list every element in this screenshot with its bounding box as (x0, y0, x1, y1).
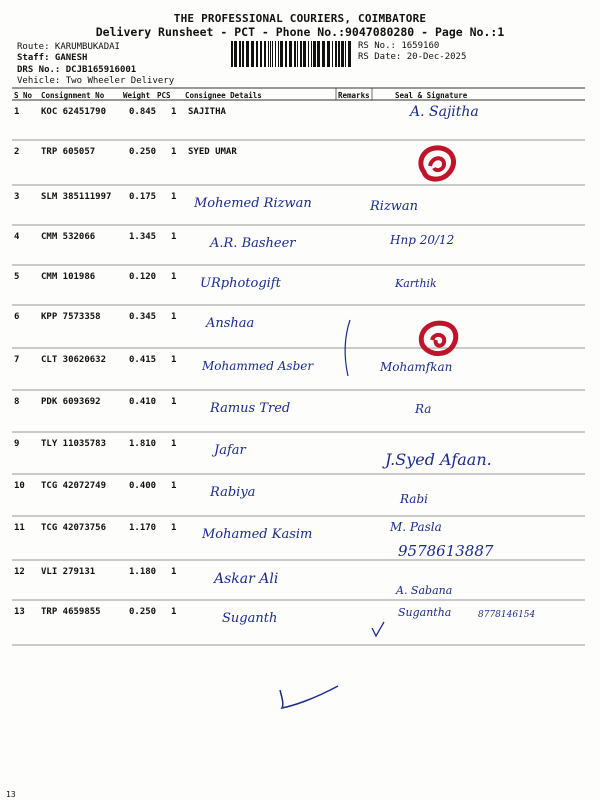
red-seal-stamp (414, 318, 462, 360)
row-serial: 1 (14, 107, 20, 117)
row-consignee-handwritten: Mohemed Rizwan (194, 196, 312, 211)
row-consignment-no: KOC 62451790 (41, 107, 107, 117)
row-consignee-handwritten: Ramus Tred (210, 401, 291, 416)
row-consignment-no: CLT 30620632 (41, 355, 107, 365)
drs-number: DRS No.: DCJB165916001 (17, 65, 137, 75)
row-weight: 0.410 (129, 397, 157, 407)
row-signature: J.Syed Afaan. (385, 450, 492, 469)
row-weight: 0.120 (129, 272, 157, 282)
row-consignment-no: CMM 101986 (41, 272, 96, 282)
tick-mark (370, 620, 386, 638)
row-pcs: 1 (171, 272, 177, 282)
row-weight: 0.345 (129, 312, 157, 322)
rs-date: RS Date: 20-Dec-2025 (358, 52, 467, 62)
row-serial: 7 (14, 355, 20, 365)
row-serial: 12 (14, 567, 25, 577)
row-consignee-handwritten: Rabiya (210, 485, 256, 500)
pen-stroke-mark (340, 318, 354, 378)
row-signature: Karthik (395, 277, 437, 290)
row-pcs: 1 (171, 232, 177, 242)
row-pcs: 1 (171, 192, 177, 202)
row-signature: M. Pasla (390, 520, 442, 534)
col-header-sno: S No (14, 91, 33, 100)
row-consignment-no: VLI 279131 (41, 567, 96, 577)
bottom-check-mark (272, 684, 342, 714)
col-header-consignee: Consignee Details (185, 91, 262, 100)
row-weight: 0.415 (129, 355, 157, 365)
row-signature: Rizwan (370, 199, 419, 214)
row-serial: 3 (14, 192, 20, 202)
row-consignment-no: TRP 4659855 (41, 607, 101, 617)
row-weight: 1.170 (129, 523, 157, 533)
row-consignment-no: PDK 6093692 (41, 397, 101, 407)
row-serial: 6 (14, 312, 20, 322)
row-signature: A. Sabana (396, 584, 453, 597)
row-consignee: SAJITHA (188, 107, 226, 117)
row-consignment-no: SLM 385111997 (41, 192, 112, 202)
row-weight: 0.250 (129, 607, 157, 617)
row-serial: 5 (14, 272, 20, 282)
row-consignee-handwritten: Mohammed Asber (202, 359, 314, 373)
col-header-pcs: PCS (157, 91, 171, 100)
row-consignment-no: CMM 532066 (41, 232, 96, 242)
rs-number: RS No.: 1659160 (358, 41, 440, 51)
col-header-consignment: Consignment No (41, 91, 105, 100)
page-marker: 13 (6, 790, 16, 799)
row-serial: 9 (14, 439, 20, 449)
row-pcs: 1 (171, 523, 177, 533)
route-label: Route: KARUMBUKADAI (17, 42, 120, 52)
row-pcs: 1 (171, 481, 177, 491)
row-consignment-no: KPP 7573358 (41, 312, 101, 322)
row-serial: 8 (14, 397, 20, 407)
row-pcs: 1 (171, 567, 177, 577)
row-pcs: 1 (171, 355, 177, 365)
row-consignment-no: TCG 42072749 (41, 481, 107, 491)
row-consignee-handwritten: URphotogift (200, 276, 281, 291)
row-weight: 0.400 (129, 481, 157, 491)
row-pcs: 1 (171, 439, 177, 449)
row-weight: 1.345 (129, 232, 157, 242)
row-signature: Ra (415, 402, 432, 416)
row-weight: 1.810 (129, 439, 157, 449)
col-header-signature: Seal & Signature (395, 91, 468, 100)
row-pcs: 1 (171, 397, 177, 407)
row-weight: 0.250 (129, 147, 157, 157)
col-header-remarks: Remarks (338, 91, 370, 100)
red-seal-stamp (414, 142, 460, 184)
staff-label: Staff: GANESH (17, 53, 88, 63)
row-pcs: 1 (171, 107, 177, 117)
row-consignee-handwritten: Suganth (222, 611, 278, 626)
row-pcs: 1 (171, 607, 177, 617)
row-signature: Sugantha (398, 606, 452, 619)
col-header-weight: Weight (123, 91, 151, 100)
row-serial: 10 (14, 481, 25, 491)
row-consignment-no: TCG 42073756 (41, 523, 107, 533)
row-consignee-handwritten: Mohamed Kasim (202, 527, 313, 542)
row-pcs: 1 (171, 147, 177, 157)
row-signature: Hnp 20/12 (390, 233, 455, 247)
row-weight: 1.180 (129, 567, 157, 577)
row-weight: 0.175 (129, 192, 157, 202)
row11-phone-handwritten: 9578613887 (398, 542, 494, 560)
row-consignment-no: TLY 11035783 (41, 439, 107, 449)
row-consignee-handwritten: Askar Ali (214, 571, 279, 587)
row-serial: 4 (14, 232, 20, 242)
row-consignee-handwritten: A.R. Basheer (210, 236, 296, 251)
row-weight: 0.845 (129, 107, 157, 117)
row-signature: Rabi (400, 492, 428, 506)
row-serial: 2 (14, 147, 20, 157)
row-consignee-handwritten: Jafar (214, 443, 246, 458)
runsheet-subtitle: Delivery Runsheet - PCT - Phone No.:9047080280 - Page No.:1 (95, 25, 505, 39)
company-title: THE PROFESSIONAL COURIERS, COIMBATORE (173, 12, 427, 25)
row-signature: A. Sajitha (410, 104, 479, 120)
row-pcs: 1 (171, 312, 177, 322)
row-signature: Mohamfkan (380, 360, 453, 374)
row-consignee-handwritten: Anshaa (206, 316, 255, 331)
row13-phone-handwritten: 8778146154 (478, 610, 536, 620)
vehicle-label: Vehicle: Two Wheeler Delivery (17, 76, 175, 86)
row-consignee: SYED UMAR (188, 147, 237, 157)
row-consignment-no: TRP 605057 (41, 147, 96, 157)
row-serial: 13 (14, 607, 25, 617)
row-serial: 11 (14, 523, 25, 533)
